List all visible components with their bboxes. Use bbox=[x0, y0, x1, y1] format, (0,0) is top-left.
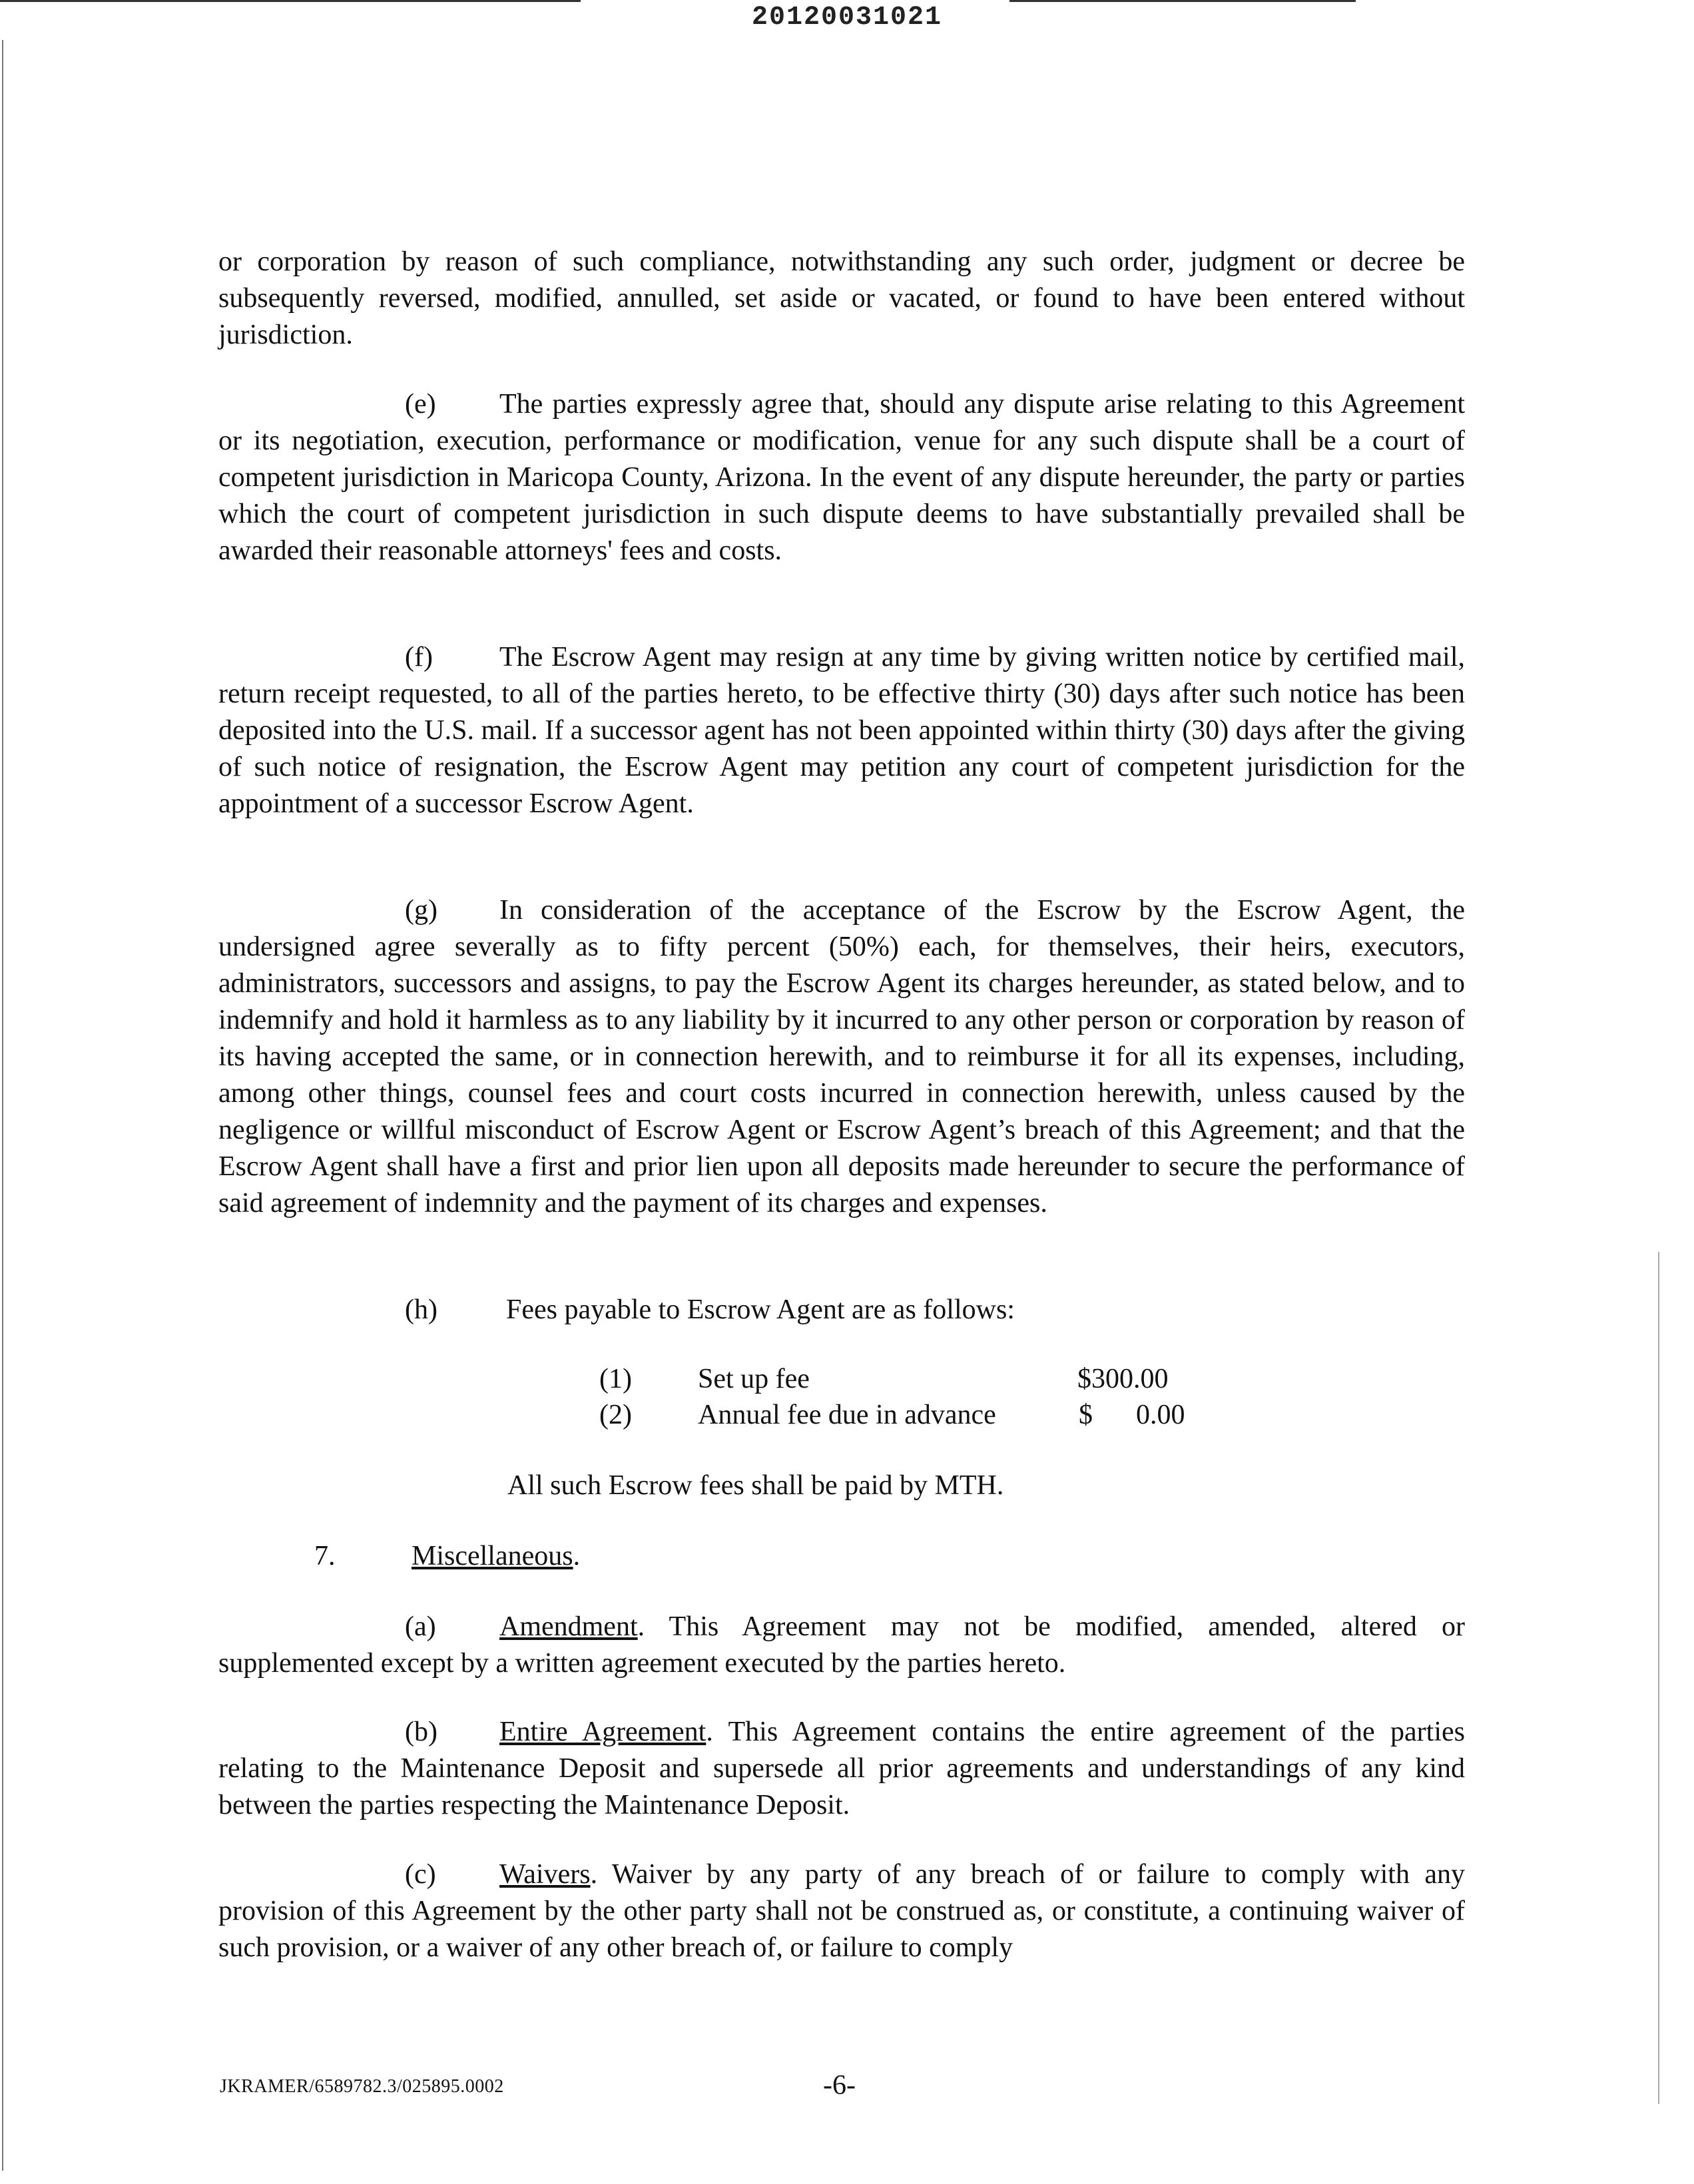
paragraph-h-text: Fees payable to Escrow Agent are as follows: bbox=[506, 1294, 1015, 1325]
paragraph-h-label: (h) bbox=[405, 1294, 437, 1325]
paragraph-7a-text: This Agreement may not be modified, amended, altered or supplemented except by a written agreement executed by the parties hereto. bbox=[218, 1611, 1465, 1679]
paragraph-f bbox=[218, 639, 1465, 822]
fee-description: Annual fee due in advance bbox=[698, 1400, 996, 1430]
paragraph-7a-label: (a) bbox=[405, 1611, 436, 1642]
paragraph-7a-heading: Amendment bbox=[499, 1611, 638, 1642]
fee-description: Set up fee bbox=[698, 1364, 810, 1394]
header-rule-left bbox=[0, 0, 581, 2]
header-rule-right bbox=[1009, 0, 1356, 2]
scan-edge-left bbox=[2, 40, 3, 2171]
page-number: -6- bbox=[823, 2070, 856, 2101]
document-number: 20120031021 bbox=[751, 3, 943, 33]
paragraph-e-label: (e) bbox=[405, 389, 436, 419]
paragraph-7c: (c) Waivers. Waiver by any party of any breach of or failure to comply with any provision of this Agreement by the other party shall not be construed as, or constitute, a continuing waiver of such provision, or a waiver of any other breach of, or failure to comply bbox=[218, 1856, 1465, 1966]
paragraph-7b-label: (b) bbox=[405, 1717, 437, 1747]
paragraph-7c-label: (c) bbox=[405, 1859, 436, 1890]
section-7-number: 7. bbox=[314, 1541, 336, 1571]
fee-amount: 0.00 bbox=[1136, 1400, 1185, 1430]
paragraph-7b-text: This Agreement contains the entire agreement of the parties relating to the Maintenance Deposit and supersede all prior agreements and understandings of any kind between the parties respecting the Maintenance Deposit. bbox=[218, 1717, 1465, 1820]
fee-currency: $ bbox=[1079, 1400, 1093, 1430]
paragraph-e bbox=[218, 386, 1465, 569]
paragraph-e-text: The parties expressly agree that, should any dispute arise relating to this Agreement or its negotiation, execution, performance or modification, venue for any such dispute shall be a court of competent jurisdiction in Maricopa County, Arizona. In the event of any dispute hereunder, the party or parties which the court of competent jurisdiction in such dispute deems to have substantially prevailed shall be awarded their reasonable attorneys' fees and costs. bbox=[218, 389, 1465, 566]
paragraph-f-text: The Escrow Agent may resign at any time by giving written notice by certified mail, return receipt requested, to all of the parties hereto, to be effective thirty (30) days after such notice has been deposited into the U.S. mail. If a successor agent has not been appointed within thirty (30) days after the giving of such notice of resignation, the Escrow Agent may petition any court of competent jurisdiction for the appointment of a successor Escrow Agent. bbox=[218, 642, 1465, 819]
section-7-title: Miscellaneous. bbox=[412, 1541, 581, 1571]
paragraph-7c-text: Waiver by any party of any breach of or failure to comply with any provision of this Agreement by the other party shall not be construed as, or constitute, a continuing waiver of such provision, or a waiver of any other breach of, or failure to comply bbox=[218, 1859, 1465, 1963]
section-7-title-text: Miscellaneous bbox=[412, 1541, 573, 1571]
fee-amount: $300.00 bbox=[1077, 1364, 1169, 1394]
fee-row bbox=[599, 1361, 1199, 1398]
paragraph-f-label: (f) bbox=[405, 642, 433, 673]
paragraph-d-continuation: or corporation by reason of such compliance, notwithstanding any such order, judgment or decree be subsequently reversed, modified, annulled, set aside or vacated, or found to have been entered without jurisdiction. bbox=[218, 246, 1465, 350]
footer-document-id: JKRAMER/6589782.3/025895.0002 bbox=[220, 2076, 504, 2097]
paragraph-7b: (b) Entire Agreement. This Agreement contains the entire agreement of the parties relating to the Maintenance Deposit and supersede all prior agreements and understandings of any kind between the parties respecting the Maintenance Deposit. bbox=[218, 1714, 1465, 1824]
fee-number: (2) bbox=[599, 1400, 632, 1430]
paragraph-7c-heading: Waivers bbox=[499, 1859, 591, 1890]
fees-note: All such Escrow fees shall be paid by MTH. bbox=[507, 1470, 1004, 1501]
fee-row bbox=[599, 1397, 1199, 1434]
paragraph-7a: (a) Amendment. This Agreement may not be modified, amended, altered or supplemented except by a written agreement executed by the parties hereto. bbox=[218, 1609, 1465, 1682]
fee-number: (1) bbox=[599, 1364, 632, 1394]
paragraph-7b-heading: Entire Agreement bbox=[499, 1717, 706, 1747]
paragraph-g-label: (g) bbox=[405, 895, 437, 926]
paragraph-g bbox=[218, 892, 1465, 1222]
paragraph-g-text: In consideration of the acceptance of the Escrow by the Escrow Agent, the undersigned agree severally as to fifty percent (50%) each, for themselves, their heirs, executors, administrators, successors and assigns, to pay the Escrow Agent its charges hereunder, as stated below, and to indemnify and hold it harmless as to any liability by it incurred to any other person or corporation by reason of its having accepted the same, or in connection herewith, and to reimburse it for all its expenses, including, among other things, counsel fees and court costs incurred in connection herewith, unless caused by the negligence or willful misconduct of Escrow Agent or Escrow Agent’s breach of this Agreement; and that the Escrow Agent shall have a first and prior lien upon all deposits made hereunder to secure the performance of said agreement of indemnity and the payment of its charges and expenses. bbox=[218, 895, 1465, 1219]
scan-edge-right bbox=[1658, 1252, 1659, 2104]
